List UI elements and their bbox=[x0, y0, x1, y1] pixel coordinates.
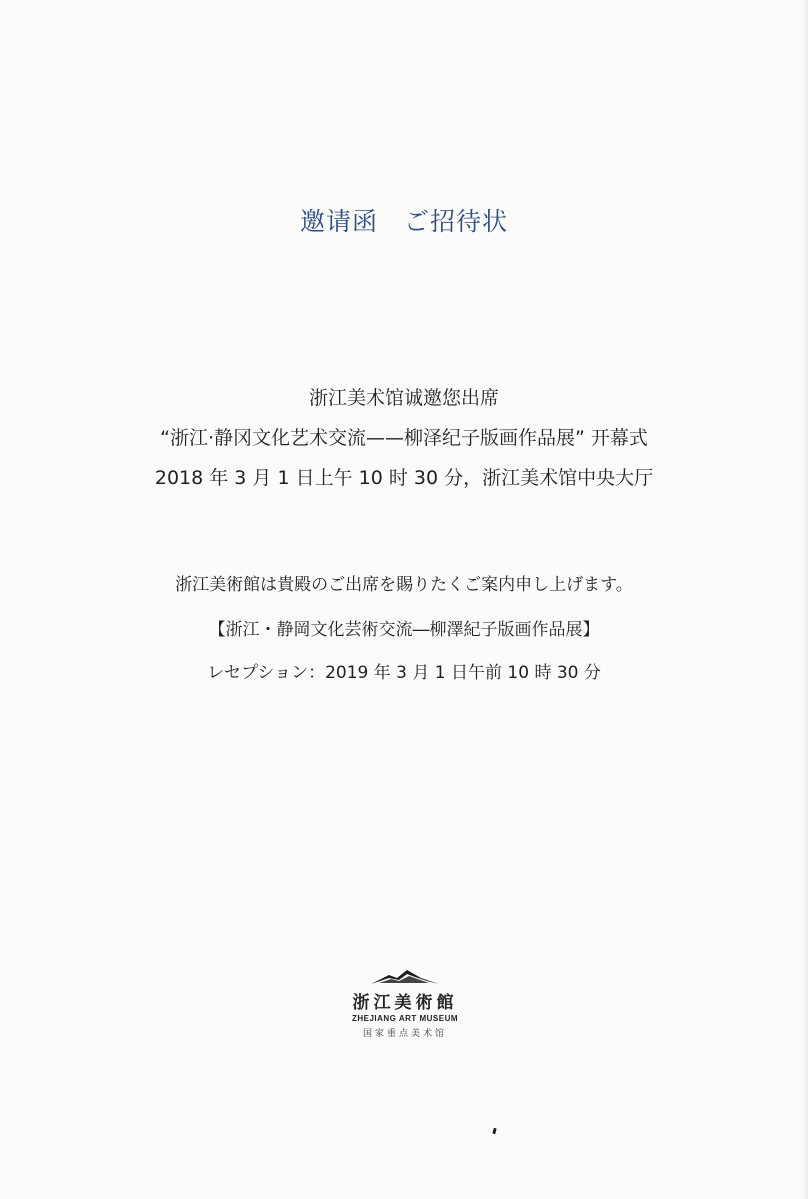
museum-name-english: ZHEJIANG ART MUSEUM bbox=[351, 1014, 459, 1023]
ink-speck bbox=[492, 1128, 496, 1135]
japanese-exhibition-name: 【浙江・静岡文化芸術交流―柳澤紀子版画作品展】 bbox=[208, 620, 600, 640]
page-edge-shadow bbox=[802, 0, 808, 1199]
museum-name-chinese: 浙江美術館 bbox=[352, 993, 458, 1013]
museum-subtitle: 国家重点美术馆 bbox=[362, 1029, 447, 1039]
japanese-invitation-line: 浙江美術館は貴殿のご出席を賜りたくご案内申し上げます。 bbox=[175, 575, 633, 595]
chinese-date-location: 2018 年 3 月 1 日上午 10 时 30 分，浙江美术馆中央大厅 bbox=[154, 467, 654, 489]
chinese-exhibition-name: “浙江·静冈文化艺术交流——柳泽纪子版画作品展” 开幕式 bbox=[160, 427, 648, 449]
museum-logo bbox=[330, 968, 480, 1039]
mountain-logo-icon bbox=[369, 968, 441, 986]
japanese-reception-time: レセプション：2019 年 3 月 1 日午前 10 時 30 分 bbox=[207, 663, 601, 683]
invitation-title: 邀请函 ご招待状 bbox=[299, 207, 508, 236]
chinese-invitation-line: 浙江美术馆诚邀您出席 bbox=[308, 387, 499, 409]
